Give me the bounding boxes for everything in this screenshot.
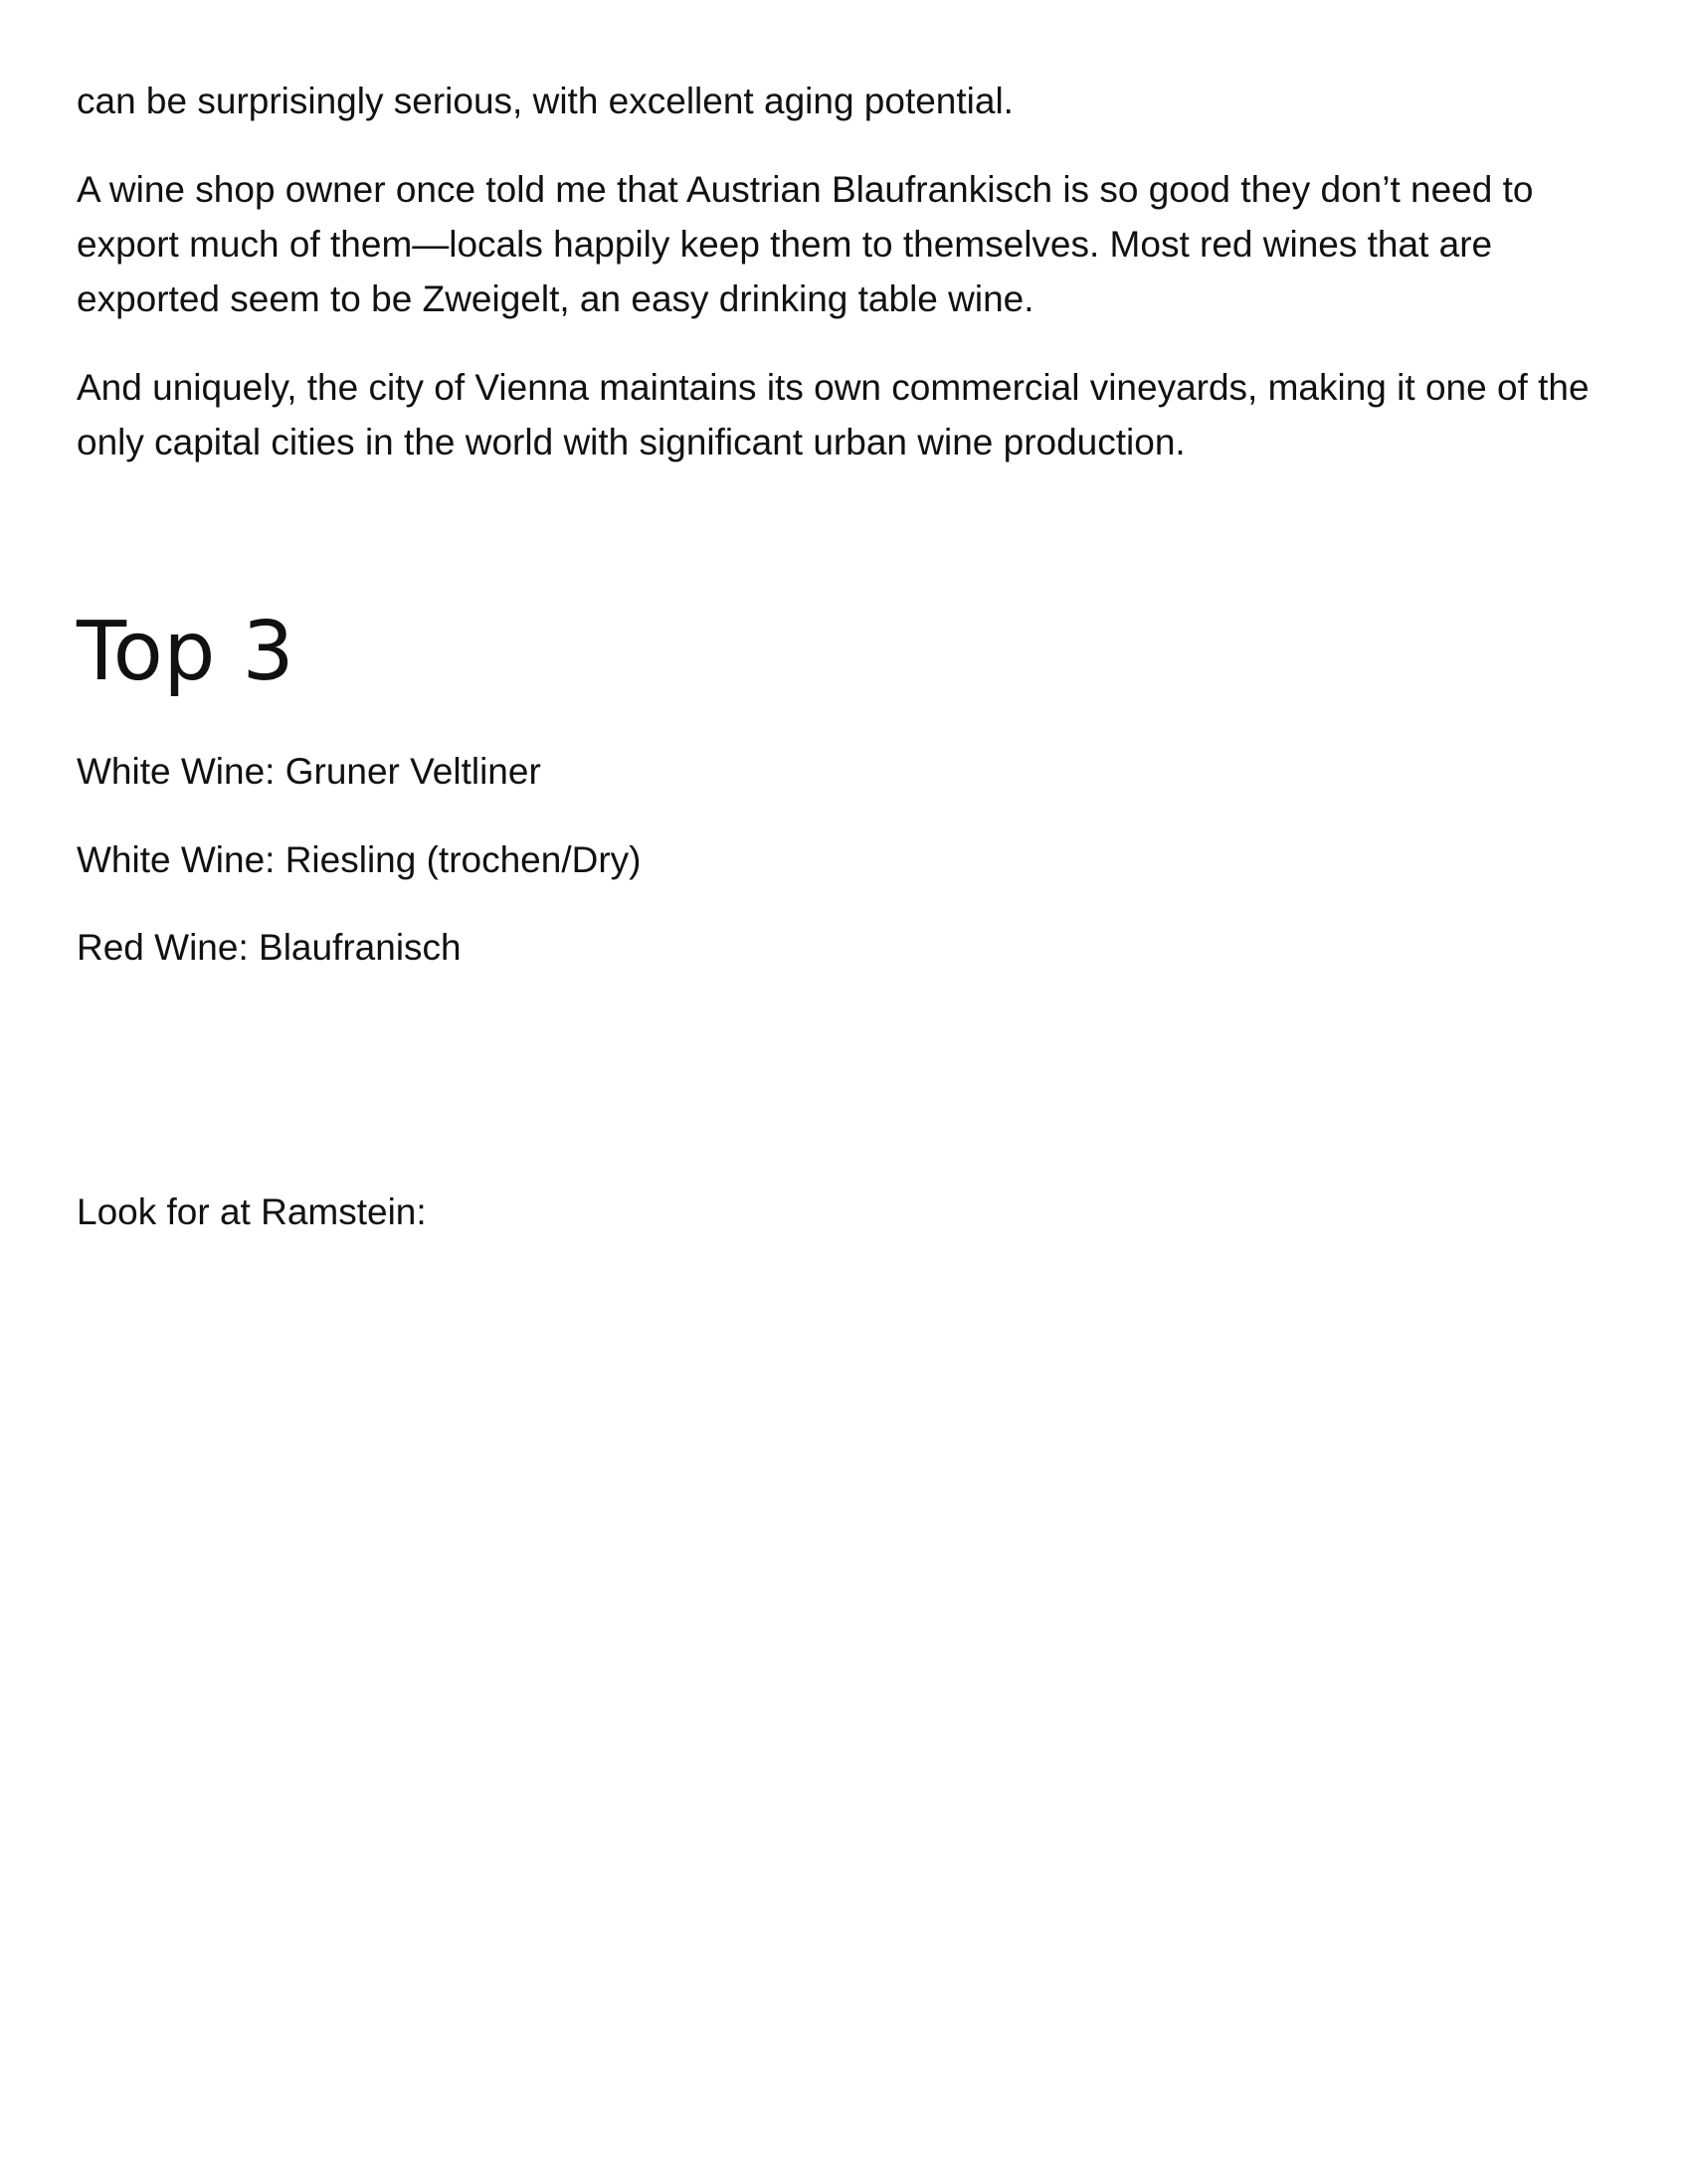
paragraph-aging-potential: can be surprisingly serious, with excellent aging potential. [77,81,1014,121]
list-item-red-wine-blaufranisch: Red Wine: Blaufranisch [77,927,462,968]
list-item-white-wine-riesling: White Wine: Riesling (trochen/Dry) [77,839,642,880]
look-for-at-ramstein-label: Look for at Ramstein: [77,1191,427,1232]
paragraph-vienna-vineyards: And uniquely, the city of Vienna maintains its own commercial vineyards, making it one of the only capital cities in the world with significant urban wine production. [77,367,1590,462]
paragraph-wine-shop-owner: A wine shop owner once told me that Austrian Blaufrankisch is so good they don’t need to export much of them—locals happily keep them to themselves. Most red wines that are exported seem to be Zweigelt, an easy drinking table wine. [77,169,1534,319]
list-item-white-wine-gruner-veltliner: White Wine: Gruner Veltliner [77,751,541,792]
section-heading-top-3: Top 3 [77,605,295,699]
